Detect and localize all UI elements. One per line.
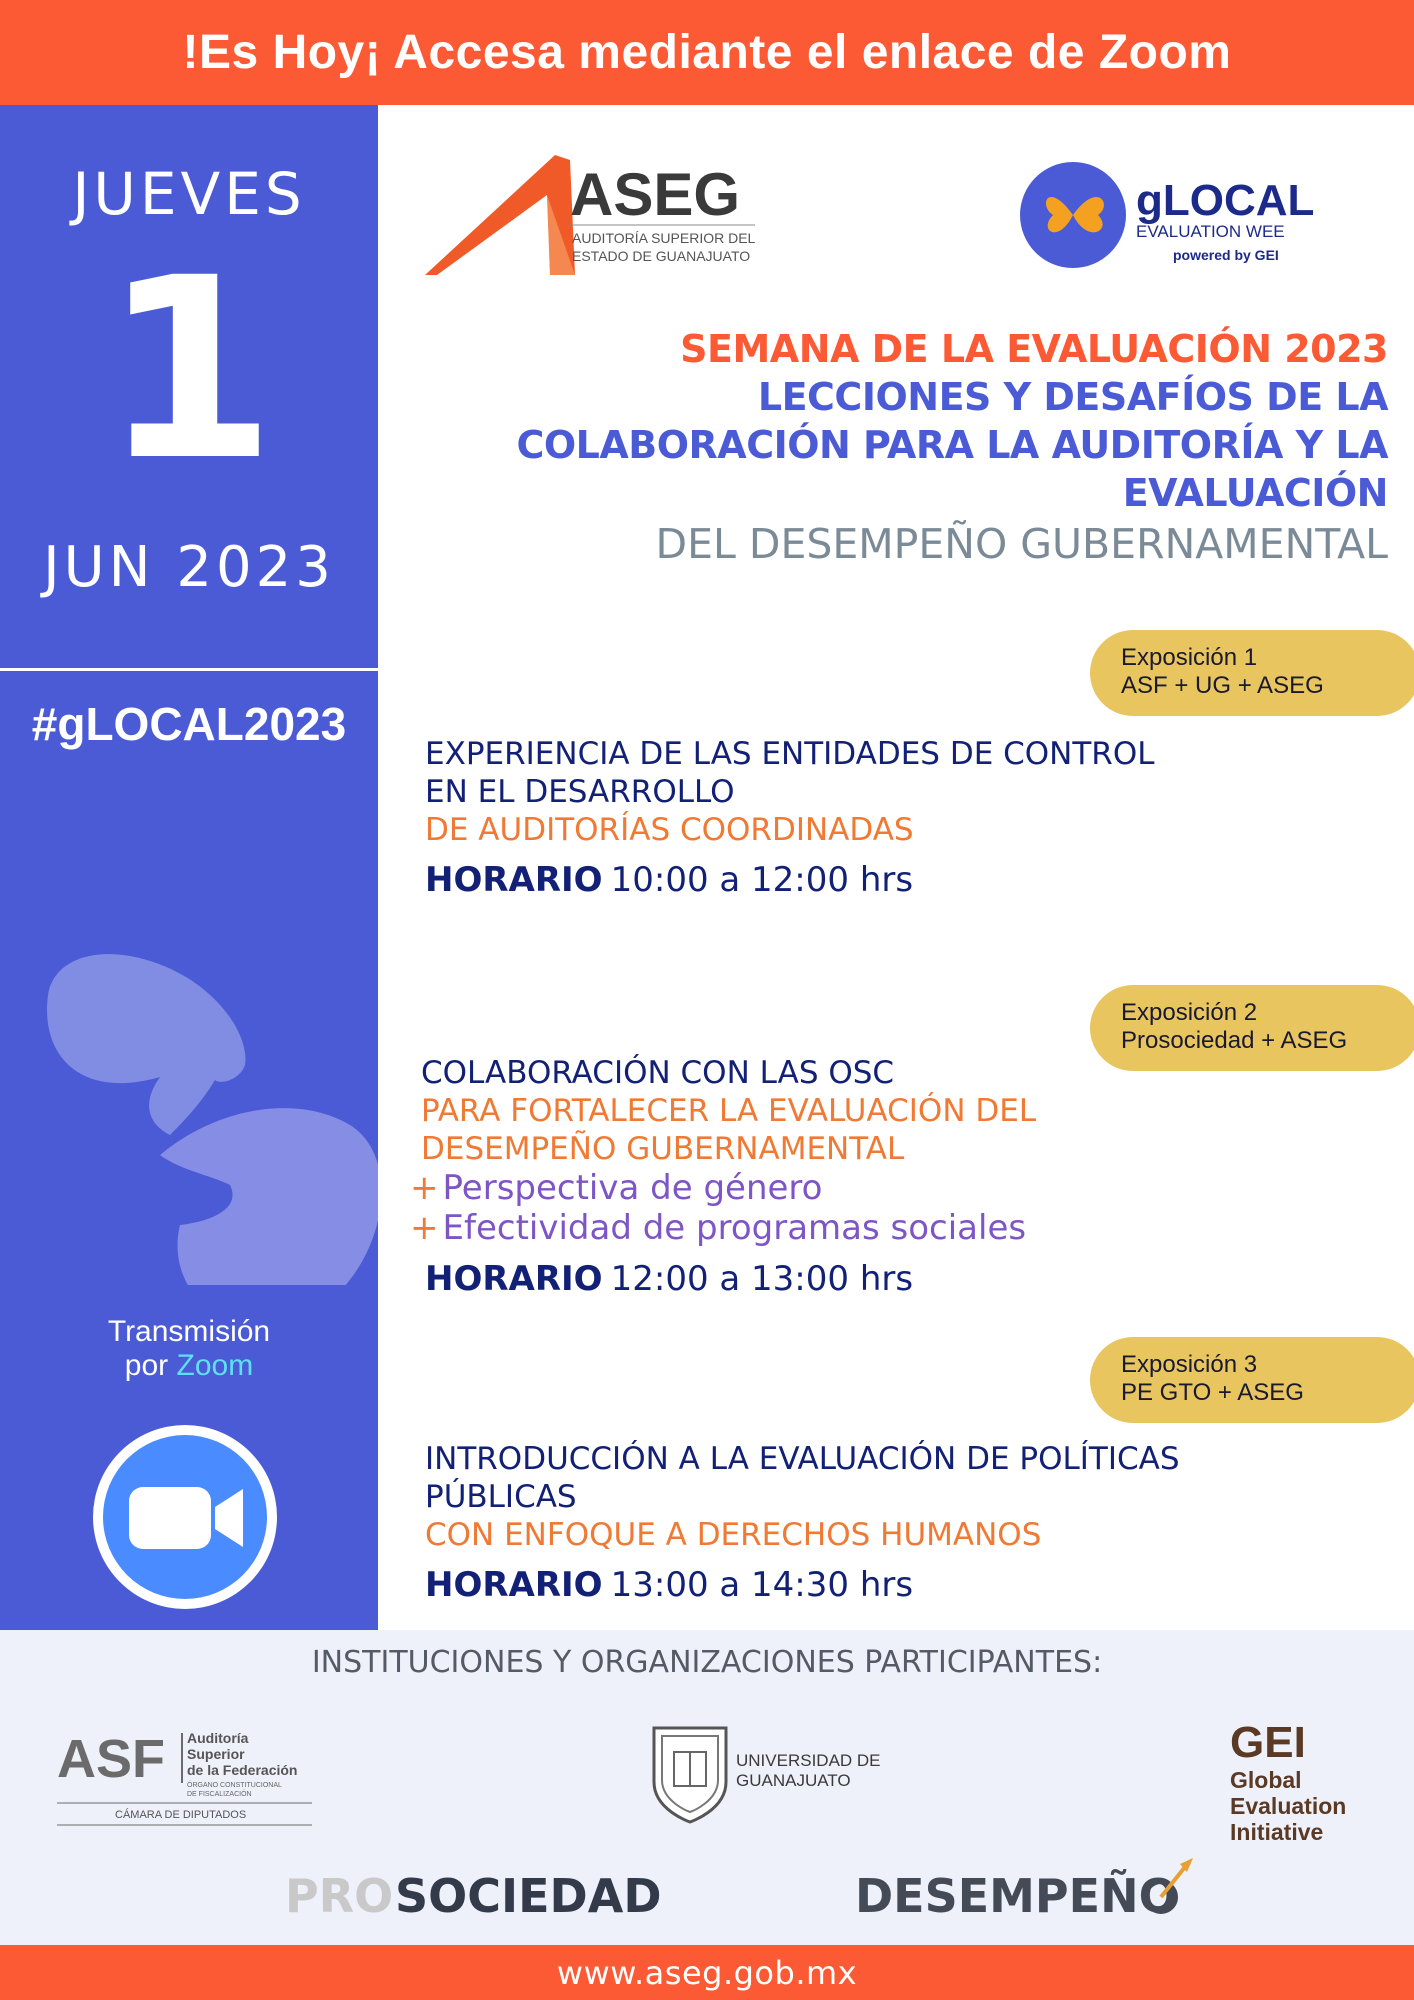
exposition-tag: [1090, 1337, 1414, 1423]
glocal-logo-sub: EVALUATION WEE: [1136, 222, 1285, 241]
asf-line3: de la Federación: [187, 1762, 298, 1778]
event-weekday: JUEVES: [72, 160, 306, 228]
session-hours: [425, 859, 1325, 901]
asf-line5: DE FISCALIZACIÓN: [187, 1791, 252, 1798]
gei-line3: Initiative: [1230, 1819, 1324, 1845]
event-month-year: JUN 2023: [43, 535, 335, 600]
hours-value: 12:00 a 13:00 hrs: [610, 1259, 914, 1299]
gei-line1: Global: [1230, 1767, 1302, 1793]
aseg-logo: [425, 155, 765, 285]
transmission-line1: Transmisión: [107, 1315, 271, 1348]
gei-line2: Evaluation: [1230, 1793, 1347, 1819]
ug-logo: [650, 1722, 910, 1827]
transmission-platform: Zoom: [176, 1349, 254, 1382]
prosociedad-part2: SOCIEDAD: [395, 1869, 662, 1922]
session-block: [410, 1054, 1321, 1300]
event-hashtag: #gLOCAL2023: [31, 698, 347, 750]
exposition-tag-sub: ASF + UG + ASEG: [1121, 672, 1324, 699]
session-title: EXPERIENCIA DE LAS ENTIDADES DE CONTROL: [425, 736, 1155, 772]
asf-logo: [57, 1725, 327, 1835]
session-title: INTRODUCCIÓN A LA EVALUACIÓN DE POLÍTICAS: [425, 1441, 1180, 1477]
session-subtitle: DESEMPEÑO GUBERNAMENTAL: [421, 1131, 905, 1167]
desempeno-text: DESEMPEÑO: [855, 1869, 1178, 1922]
exposition-tag-sub: Prosociedad + ASEG: [1121, 1027, 1348, 1054]
zoom-camera-icon[interactable]: [91, 1423, 279, 1611]
website-link[interactable]: www.aseg.gob.mx: [556, 1953, 858, 1992]
gei-logo: [1225, 1715, 1385, 1845]
prosociedad-part1: PRO: [285, 1869, 394, 1922]
session-subtitle: PARA FORTALECER LA EVALUACIÓN DEL: [421, 1093, 1037, 1129]
banner-text: !Es Hoy¡ Accesa mediante el enlace de Zoom: [182, 26, 1232, 79]
glocal-logo-name: gLOCAL: [1136, 176, 1315, 225]
asf-line6: CÁMARA DE DIPUTADOS: [115, 1809, 247, 1821]
transmission-prefix: por: [124, 1349, 169, 1382]
asf-line1: Auditoría: [187, 1730, 249, 1746]
bullet-text: Perspectiva de género: [442, 1168, 823, 1208]
event-title-block: [388, 325, 1388, 569]
aseg-logo-line1: AUDITORÍA SUPERIOR DEL: [572, 230, 756, 246]
event-title-line3: COLABORACIÓN PARA LA AUDITORÍA Y LA: [516, 423, 1388, 467]
date-sidebar: [0, 105, 378, 1630]
exposition-tag-title: Exposición 3: [1121, 1351, 1258, 1378]
hours-value: 13:00 a 14:30 hrs: [610, 1565, 914, 1605]
event-title-line5: DEL DESEMPEÑO GUBERNAMENTAL: [655, 520, 1388, 568]
session-subtitle: CON ENFOQUE A DERECHOS HUMANOS: [425, 1517, 1042, 1553]
footer-bar: [0, 1945, 1414, 2000]
exposition-tag-title: Exposición 1: [1121, 644, 1258, 671]
asf-line2: Superior: [187, 1746, 245, 1762]
transmission-label: [0, 1315, 378, 1383]
session-bullet: + Efectividad de programas sociales: [410, 1208, 1027, 1248]
hours-value: 10:00 a 12:00 hrs: [610, 860, 914, 900]
asf-line4: ÓRGANO CONSTITUCIONAL: [187, 1782, 282, 1789]
glocal-logo-powered: powered by GEI: [1173, 247, 1279, 263]
gei-abbr: GEI: [1230, 1718, 1306, 1767]
session-bullet: + Perspectiva de género: [410, 1168, 823, 1208]
exposition-tag-title: Exposición 2: [1121, 999, 1258, 1026]
hours-label: HORARIO: [425, 860, 603, 900]
asf-abbr: ASF: [57, 1729, 165, 1789]
event-title-line2: LECCIONES Y DESAFÍOS DE LA: [757, 375, 1388, 419]
butterfly-decoration-icon: [0, 845, 378, 1285]
prosociedad-logo: [285, 1862, 670, 1922]
session-subtitle: DE AUDITORÍAS COORDINADAS: [425, 812, 914, 848]
glocal-logo: [1018, 160, 1358, 275]
event-title-line4: EVALUACIÓN: [1122, 471, 1388, 515]
exposition-tag: [1090, 630, 1414, 716]
ug-line1: UNIVERSIDAD DE: [736, 1751, 881, 1770]
desempeno-logo: [855, 1852, 1195, 1922]
session-title: COLABORACIÓN CON LAS OSC: [421, 1055, 895, 1091]
aseg-logo-line2: ESTADO DE GUANAJUATO: [572, 248, 751, 264]
event-title-line1: SEMANA DE LA EVALUACIÓN 2023: [680, 327, 1388, 371]
session-title: EN EL DESARROLLO: [425, 774, 735, 810]
bullet-text: Efectividad de programas sociales: [442, 1208, 1027, 1248]
session-hours: [425, 1564, 1325, 1606]
session-block: [425, 735, 1325, 901]
top-banner: [0, 0, 1414, 105]
event-day: 1: [102, 224, 276, 515]
hours-label: HORARIO: [425, 1565, 603, 1605]
session-title: PÚBLICAS: [425, 1479, 577, 1515]
exposition-tag-sub: PE GTO + ASEG: [1121, 1379, 1304, 1406]
sidebar-divider: [0, 668, 378, 671]
session-block: [425, 1440, 1325, 1606]
hours-label: HORARIO: [425, 1259, 603, 1299]
session-hours: [425, 1258, 1321, 1300]
aseg-logo-name: ASEG: [570, 161, 741, 228]
institutions-title: INSTITUCIONES Y ORGANIZACIONES PARTICIPANTES:: [311, 1645, 1103, 1680]
ug-line2: GUANAJUATO: [736, 1771, 851, 1790]
